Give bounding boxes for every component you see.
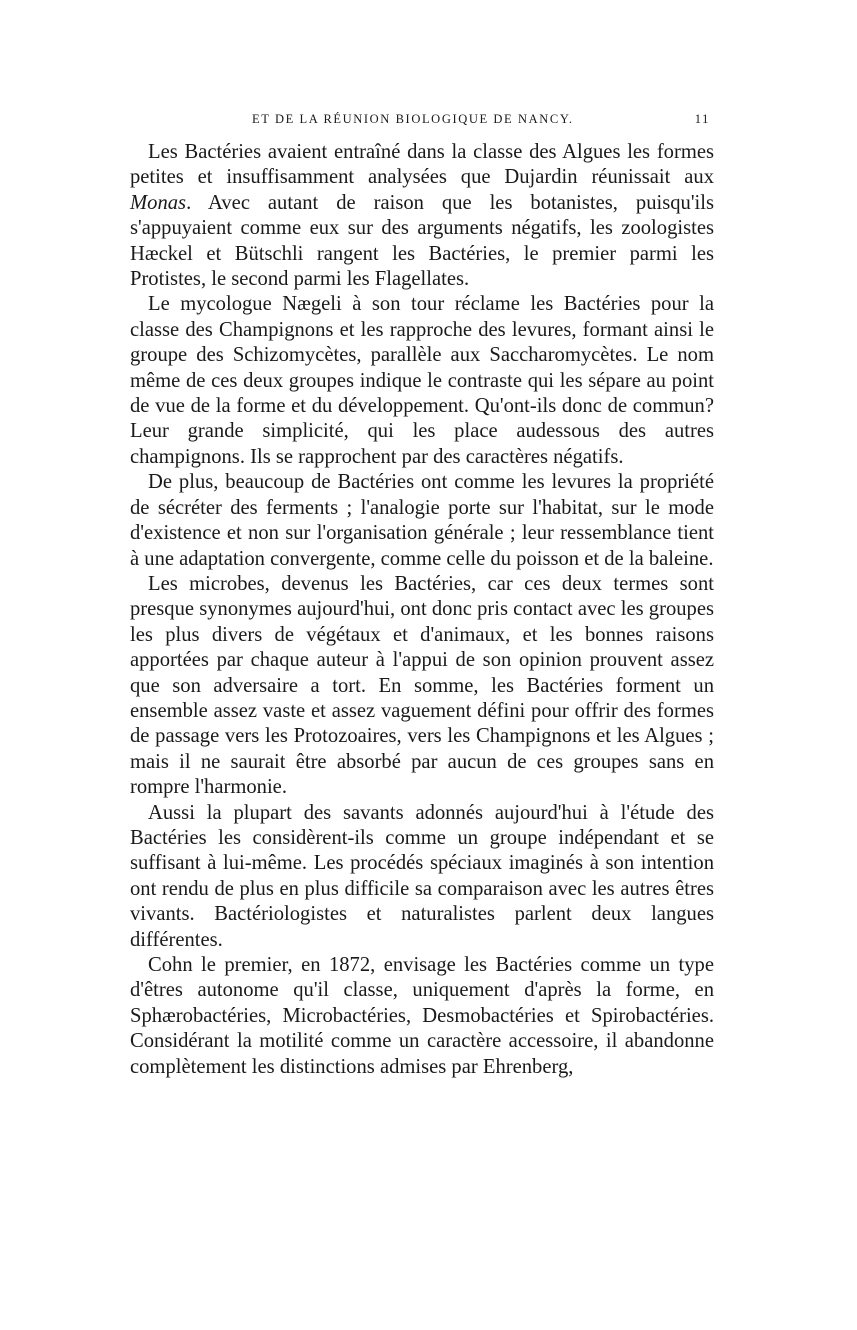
genus-name-monas: Monas [130, 191, 187, 214]
paragraph-1 [130, 140, 714, 292]
paragraph-3: De plus, beaucoup de Bactéries ont comme les levures la propriété de sécréter des ferments ; l'analogie porte sur l'habitat, sur le mode d'existence et non sur l'organisation générale ; leur ressemblance tient à une adaptation convergente, comme celle du poisson et de la baleine. [130, 471, 714, 570]
paragraph-2: Le mycologue Nægeli à son tour réclame les Bactéries pour la classe des Champignons et les rapproche des levures, formant ainsi le groupe des Schizomycètes, parallèle aux Saccharomycètes. Le nom même de ces deux groupes indique le contraste qui les sépare au point de vue de la forme et du développement. Qu'ont-ils donc de commun? Leur grande simplicité, qui les place audessous des autres champignons. Ils se rapprochent par des caractères négatifs. [130, 293, 714, 468]
page-number: 11 [694, 112, 710, 126]
paragraph-4: Les microbes, devenus les Bactéries, car ces deux termes sont presque synonymes aujourd'hui, ont donc pris contact avec les groupes les plus divers de végétaux et d'animaux, et les bonnes raisons apportées par chaque auteur à l'appui de son opinion prouvent assez que son adversaire a tort. En somme, les Bactéries forment un ensemble assez vaste et assez vaguement défini pour offrir des formes de passage vers les Protozoaires, vers les Champignons et les Algues ; mais il ne saurait être absorbé par aucun de ces groupes sans en rompre l'harmonie. [130, 572, 714, 799]
paragraph-1-text-b: . Avec autant de raison que les botanistes, puisqu'ils s'appuyaient comme eux sur des arguments négatifs, les zoologistes Hæckel et Bütschli rangent les Bactéries, le premier parmi les Protistes, le second parmi les Flagellates. [130, 191, 714, 291]
running-title: ET DE LA RÉUNION BIOLOGIQUE DE NANCY. [252, 112, 574, 126]
paragraph-5: Aussi la plupart des savants adonnés aujourd'hui à l'étude des Bactéries les considèrent-ils comme un groupe indépendant et se suffisant à lui-même. Les procédés spéciaux imaginés à son intention ont rendu de plus en plus difficile sa comparaison avec les autres êtres vivants. Bactériologistes et naturalistes parlent deux langues différentes. [130, 801, 714, 951]
paragraph-1-text-a: Les Bactéries avaient entraîné dans la classe des Algues les formes petites et insuffisamment analysées que Dujardin réunissait aux [130, 141, 714, 189]
body-text [130, 140, 714, 1080]
running-header [130, 112, 714, 134]
book-page [130, 112, 714, 1080]
paragraph-6: Cohn le premier, en 1872, envisage les Bactéries comme un type d'êtres autonome qu'il classe, uniquement d'après la forme, en Sphærobactéries, Microbactéries, Desmobactéries et Spirobactéries. Considérant la motilité comme un caractère accessoire, il abandonne complètement les distinctions admises par Ehrenberg, [130, 954, 714, 1078]
